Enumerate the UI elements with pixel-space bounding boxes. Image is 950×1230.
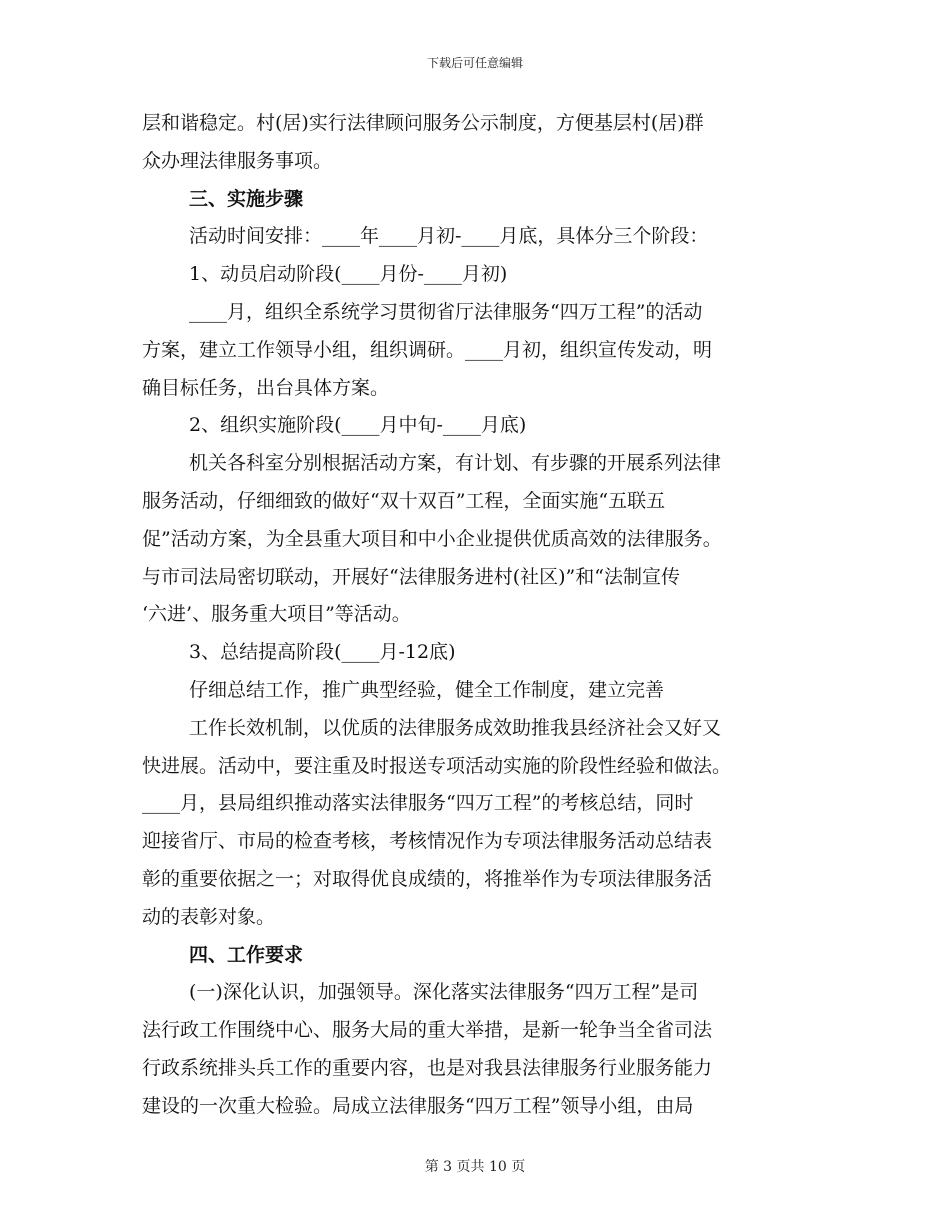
text-line: (一)深化认识，加强领导。深化落实法律服务“四万工程”是司 xyxy=(189,981,699,1004)
text-line: 彰的重要依据之一；对取得优良成绩的，将推举作为专项法律服务活 xyxy=(142,867,713,890)
text-line: 层和谐稳定。村(居)实行法律顾问服务公示制度，方便基层村(居)群 xyxy=(142,112,704,134)
text-line: 行政系统排头兵工作的重要内容，也是对我县法律服务行业服务能力 xyxy=(142,1056,713,1079)
text-line: 促”活动方案，为全县重大项目和中小企业提供优质高效的法律服务。 xyxy=(142,527,722,550)
text-line: 与市司法局密切联动，开展好“法律服务进村(社区)”和“法制宣传 xyxy=(142,565,680,588)
text-line: 确目标任务，出台具体方案。 xyxy=(142,376,390,399)
text-line: 仔细总结工作，推广典型经验，健全工作制度，建立完善 xyxy=(189,678,665,701)
text-line: 动的表彰对象。 xyxy=(142,905,276,928)
text-line: ‘六进’、服务重大项目”等活动。 xyxy=(142,603,411,626)
text-line: 法行政工作围绕中心、服务大局的重大举措，是新一轮争当全省司法 xyxy=(142,1019,713,1042)
text-line: 机关各科室分别根据活动方案，有计划、有步骤的开展系列法律 xyxy=(189,452,722,475)
text-line: 工作长效机制，以优质的法律服务成效助推我县经济社会又好又 xyxy=(189,716,722,739)
text-line: 建设的一次重大检验。局成立法律服务“四万工程”领导小组，由局 xyxy=(142,1094,694,1117)
document-body xyxy=(142,105,822,1126)
text-line: 方案，建立工作领导小组，组织调研。____月初，组织宣传发动，明 xyxy=(142,338,713,361)
text-line: 2、组织实施阶段(____月中旬-____月底) xyxy=(189,414,527,437)
text-line: ____月，县局组织推动落实法律服务“四万工程”的考核总结，同时 xyxy=(142,792,694,815)
text-line: 1、动员启动阶段(____月份-____月初) xyxy=(189,263,508,286)
text-line: 活动时间安排：____年____月初-____月底，具体分三个阶段： xyxy=(189,225,709,248)
text-line: ____月，组织全系统学习贯彻省厅法律服务“四万工程”的活动 xyxy=(189,300,703,323)
page-header: 下载后可任意编辑 xyxy=(426,56,523,70)
text-line: 众办理法律服务事项。 xyxy=(142,149,333,172)
page-footer: 第 3 页共 10 页 xyxy=(424,1159,526,1175)
text-line: 服务活动，仔细细致的做好“双十双百”工程，全面实施“五联五 xyxy=(142,489,666,512)
section-heading: 四、工作要求 xyxy=(189,943,304,966)
section-heading: 三、实施步骤 xyxy=(189,187,304,210)
text-line: 快进展。活动中，要注重及时报送专项活动实施的阶段性经验和做法。 xyxy=(142,754,732,777)
text-line: 3、总结提高阶段(____月-12底) xyxy=(189,641,456,664)
text-line: 迎接省厅、市局的检查考核，考核情况作为专项法律服务活动总结表 xyxy=(142,830,713,853)
